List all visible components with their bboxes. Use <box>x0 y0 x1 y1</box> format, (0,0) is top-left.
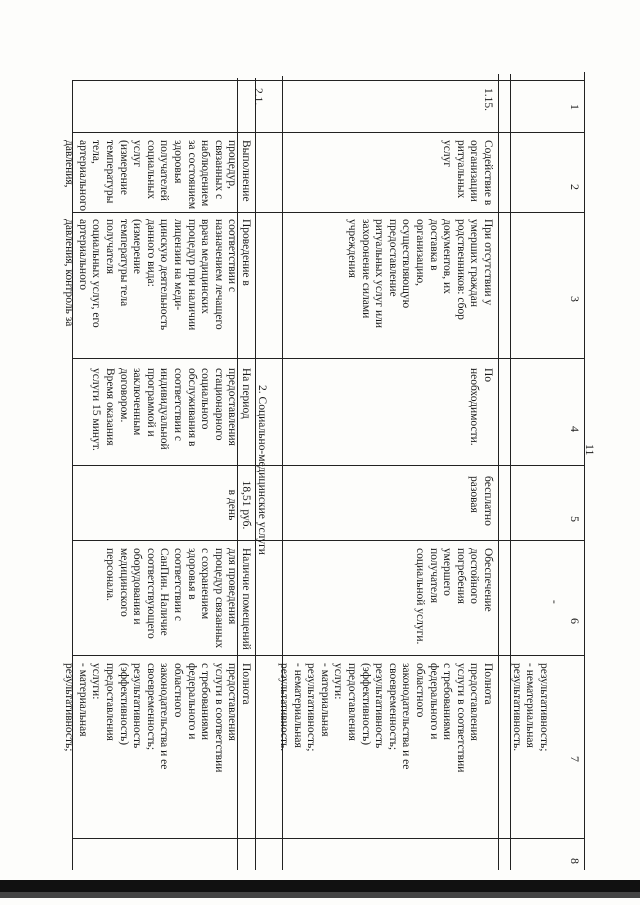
col-divider-5-6 <box>72 540 584 541</box>
prev-row-quality: результативность; - нематериальная результативность. <box>510 663 550 752</box>
row-1-15-num: 1.15. <box>482 88 494 111</box>
scan-edge-dark <box>0 880 640 892</box>
row-2-1-name: Выполнение процедур, связанных с наблюдением за состоянием здоровья получателей социальных услуг (измерение температуры тела, артериального давления, <box>63 140 252 212</box>
col-num-1: 1 <box>568 104 582 110</box>
col-num-4: 4 <box>568 426 582 432</box>
row-2-1-conditions: Наличие помещений для проведения процедур связанных с сохранением здоровья в соответствии с СанПин. Наличие соответствующего оборудования и медицинского персонала. <box>104 548 252 650</box>
col-num-3: 3 <box>568 296 582 302</box>
col-divider-1-2 <box>72 132 584 133</box>
page-number: 11 <box>583 444 597 456</box>
row-1-15-description: При отсутствии у умерших граждан родственников: сбор документов, их доставка в организацию, осуществляющую предоставление ритуальных услуг или захоронение силами учреждения <box>346 219 494 329</box>
row-divider-2 <box>498 74 499 870</box>
section-title: 2. Социально-медицинские услуги <box>256 385 268 555</box>
top-dash: - <box>548 600 560 604</box>
row-1-15-conditions: Обеспечение достойного погребения умершего получателя социальной услуги. <box>414 548 494 645</box>
row-1-15-term: По необходимости. <box>468 368 494 446</box>
table-border-top <box>72 80 584 81</box>
col-divider-3-4 <box>72 358 584 359</box>
col-num-5: 5 <box>568 516 582 522</box>
col-num-7: 7 <box>568 756 582 762</box>
col-num-2: 2 <box>568 184 582 190</box>
table-border-right <box>584 72 585 870</box>
row-2-1-description: Проведение в соответствии с назначением лечащего врача медицинских процедур при наличии лицензии на меди- цинскую деятельность данного вида: (измерение температуры тела получателя социальных услуг, его артериального давления, контроль за <box>63 219 252 331</box>
col-divider-4-5 <box>72 465 584 466</box>
col-num-6: 6 <box>568 618 582 624</box>
row-2-1-price: 18,51 руб. в день <box>226 480 252 530</box>
row-2-1-term: На период предоставления стационарного социального обслуживания в соответствии с индивидуальной программой и заключенным договором. Время оказания услуги 15 минут. <box>90 368 252 451</box>
col-divider-7-8 <box>72 838 584 839</box>
row-1-15-quality: Полнота предоставления услуги в соответствии с требованиями федерального и областного законодательства и ее своевременность; результативность (эффективность) предоставления услуги: - материальная результативность; - нематериальная результативность. <box>278 663 494 773</box>
scan-edge-shadow <box>0 892 640 898</box>
row-2-1-num: 2.1. <box>252 88 264 106</box>
row-1-15-price: бесплатно разовая <box>468 476 494 526</box>
row-2-1-quality: Полнота предоставления услуги в соответствии с требованиями федерального и областного законодательства и ее своевременность; результативность (эффективность) предоставления услуги: - материальная результативность; <box>63 663 252 773</box>
row-1-15-name: Содействие в организации ритуальных услуг <box>441 140 494 206</box>
col-num-8: 8 <box>568 858 582 864</box>
